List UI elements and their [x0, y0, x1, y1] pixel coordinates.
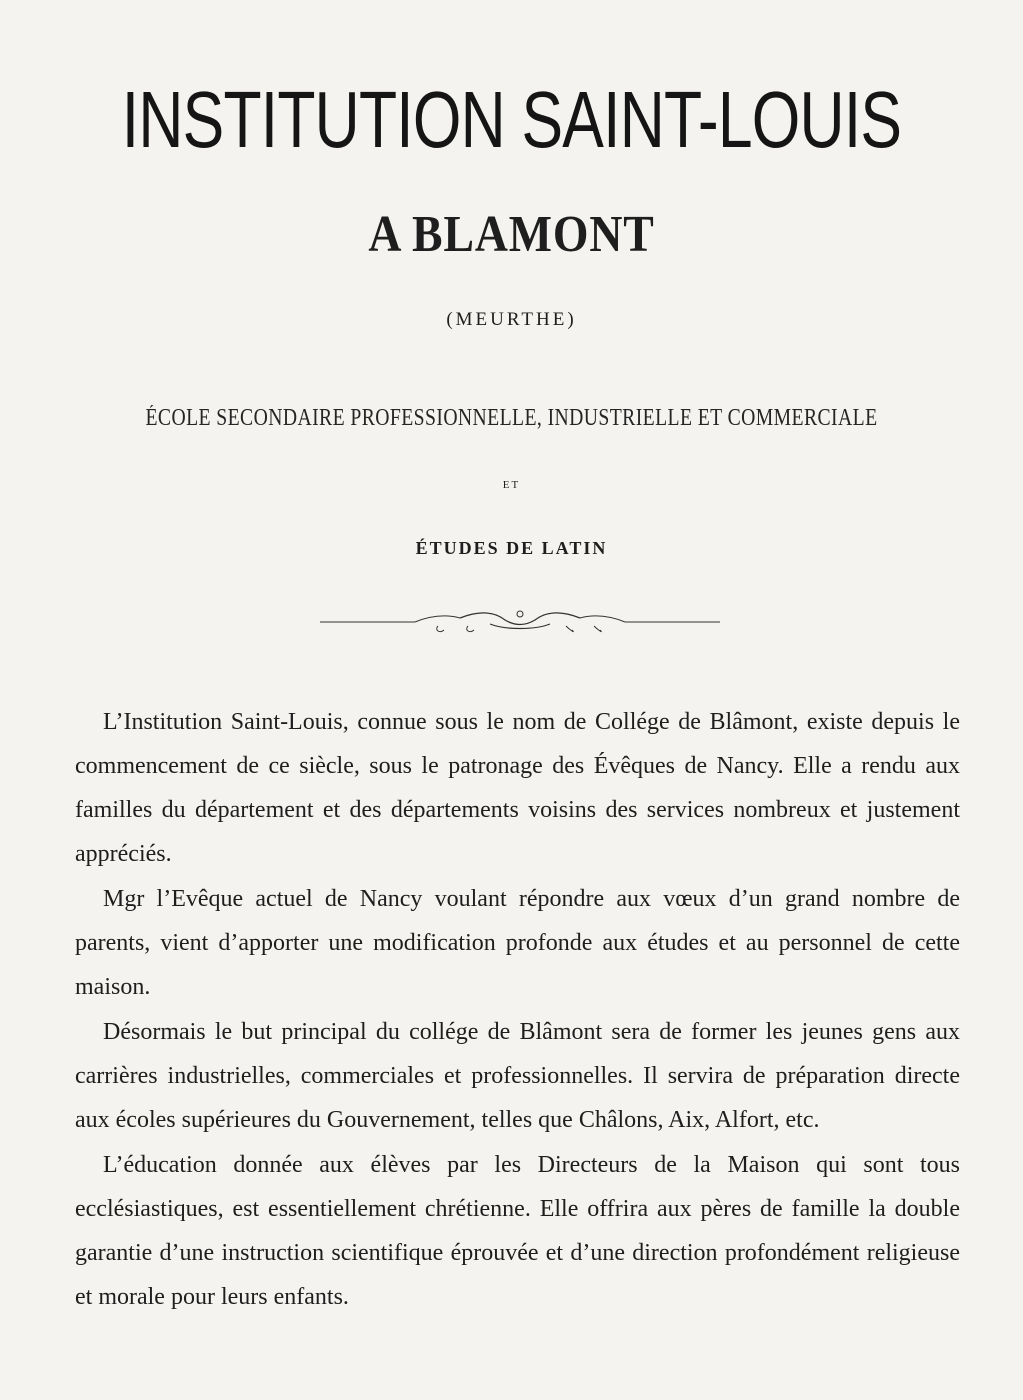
ornament-divider-icon — [320, 600, 720, 640]
paragraph: L’éducation donnée aux élèves par les Directeurs de la Maison qui sont tous ecclésiastiques, est essentiellement chrétienne. Elle offrira aux pères de famille la double garantie d’une instruction scientifique éprouvée et d’une direction profondément religieuse et morale pour leurs enfants. — [75, 1152, 960, 1310]
school-type-heading: ÉCOLE SECONDAIRE PROFESSIONNELLE, INDUSTRIELLE ET COMMERCIALE — [145, 405, 878, 431]
body-text — [75, 700, 960, 1320]
paragraph: Mgr l’Evêque actuel de Nancy voulant répondre aux vœux d’un grand nombre de parents, vient d’apporter une modification profonde aux études et au personnel de cette maison. — [75, 886, 960, 1000]
paragraph: L’Institution Saint-Louis, connue sous le nom de Collége de Blâmont, existe depuis le commencement de ce siècle, sous le patronage des Évêques de Nancy. Elle a rendu aux familles du département et des départements voisins des services nombreux et justement appréciés. — [75, 709, 960, 867]
document-title: INSTITUTION SAINT-LOUIS — [121, 75, 902, 164]
conjunction-label: ET — [502, 479, 521, 491]
region-label: (MEURTHE) — [446, 309, 577, 330]
studies-heading: ÉTUDES DE LATIN — [415, 538, 608, 558]
document-subtitle: A BLAMONT — [368, 206, 655, 263]
paragraph: Désormais le but principal du collége de Blâmont sera de former les jeunes gens aux carrières industrielles, commerciales et professionnelles. Il servira de préparation directe aux écoles supérieures du Gouvernement, telles que Châlons, Aix, Alfort, etc. — [75, 1019, 960, 1133]
